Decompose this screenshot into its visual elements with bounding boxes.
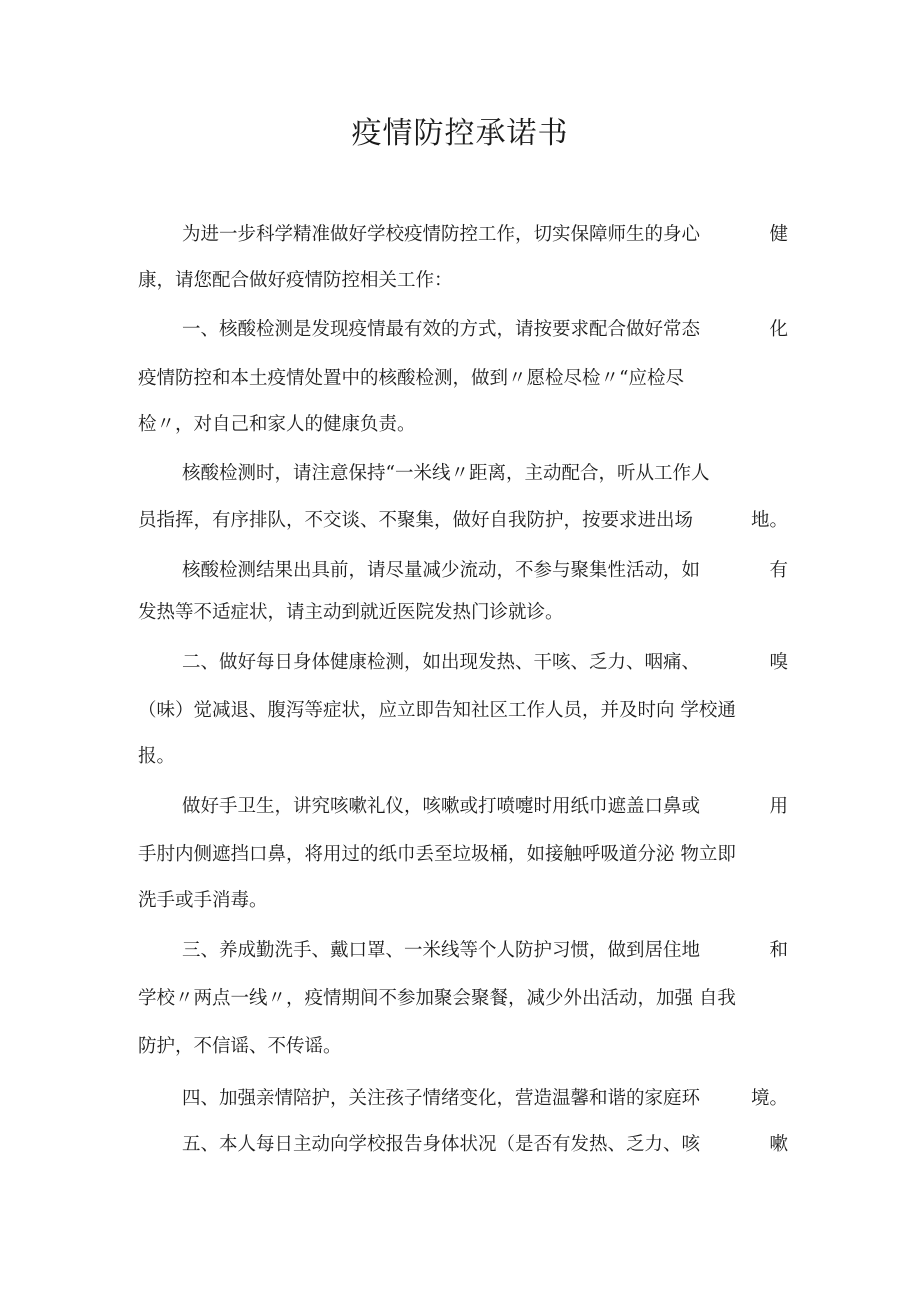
- line-text: 员指挥，有序排队，不交谈、不聚集，做好自我防护，按要求进出场: [138, 510, 694, 531]
- line-text: 为进一步科学精准做好学校疫情防控工作，切实保障师生的身心: [182, 224, 701, 245]
- body-line: [138, 410, 788, 440]
- line-tail: 地。: [750, 510, 788, 531]
- line-text: 二、做好每日身体健康检测，如出现发热、干咳、乏力、咽痛、: [182, 652, 701, 673]
- body-line: [182, 1130, 788, 1160]
- body-line: [138, 984, 788, 1014]
- body-line: [138, 266, 788, 296]
- line-tail: 嗅: [769, 652, 788, 673]
- body-line: [138, 840, 788, 870]
- line-tail: 嗽: [769, 1134, 788, 1155]
- line-text: 手肘内侧遮挡口鼻，将用过的纸巾丢至垃圾桶，如接触呼吸道分泌 物立即: [138, 844, 736, 865]
- line-text: 防护，不信谣、不传谣。: [138, 1036, 342, 1057]
- line-text: 核酸检测时，请注意保持“一米线〃距离，主动配合，听从工作人: [182, 463, 710, 484]
- body-line: [138, 886, 788, 916]
- line-tail: 境。: [750, 1088, 788, 1109]
- body-line: [182, 936, 788, 966]
- document-title: 疫情防控承诺书: [351, 116, 569, 151]
- line-text: 洗手或手消毒。: [138, 890, 268, 911]
- body-line: [138, 742, 788, 772]
- line-text: （味）觉减退、腹泻等症状，应立即告知社区工作人员，并及时向 学校通: [138, 700, 736, 721]
- body-line: [182, 792, 788, 822]
- body-line: [138, 364, 788, 394]
- line-text: 三、养成勤洗手、戴口罩、一米线等个人防护习惯，做到居住地: [182, 940, 701, 961]
- body-line: [138, 598, 788, 628]
- line-text: 核酸检测结果出具前，请尽量减少流动，不参与聚集性活动，如: [182, 560, 701, 581]
- body-line: [138, 506, 788, 536]
- line-text: 康，请您配合做好疫情防控相关工作：: [138, 270, 453, 291]
- line-text: 疫情防控和本土疫情处置中的核酸检测，做到〃愿检尽检〃“应检尽: [138, 368, 684, 389]
- line-text: 学校〃两点一线〃，疫情期间不参加聚会聚餐，减少外出活动，加强 自我: [138, 988, 736, 1009]
- body-line: [138, 1032, 788, 1062]
- line-text: 四、加强亲情陪护，关注孩子情绪变化，营造温馨和谐的家庭环: [182, 1088, 701, 1109]
- line-tail: 有: [769, 560, 788, 581]
- body-line: [138, 696, 788, 726]
- body-line: [182, 459, 788, 489]
- line-tail: 和: [769, 940, 788, 961]
- line-tail: 用: [769, 796, 788, 817]
- line-text: 发热等不适症状，请主动到就近医院发热门诊就诊。: [138, 602, 564, 623]
- line-text: 做好手卫生，讲究咳嗽礼仪，咳嗽或打喷嚏时用纸巾遮盖口鼻或: [182, 796, 701, 817]
- line-tail: 化: [769, 319, 788, 340]
- line-text: 一、核酸检测是发现疫情最有效的方式，请按要求配合做好常态: [182, 319, 701, 340]
- line-tail: 健: [769, 224, 788, 245]
- line-text: 报。: [138, 746, 176, 767]
- line-text: 检〃，对自己和家人的健康负责。: [138, 414, 416, 435]
- body-line: [182, 220, 788, 250]
- body-line: [182, 315, 788, 345]
- body-line: [182, 556, 788, 586]
- body-line: [182, 1084, 788, 1114]
- body-line: [182, 648, 788, 678]
- line-text: 五、本人每日主动向学校报告身体状况（是否有发热、乏力、咳: [182, 1134, 701, 1155]
